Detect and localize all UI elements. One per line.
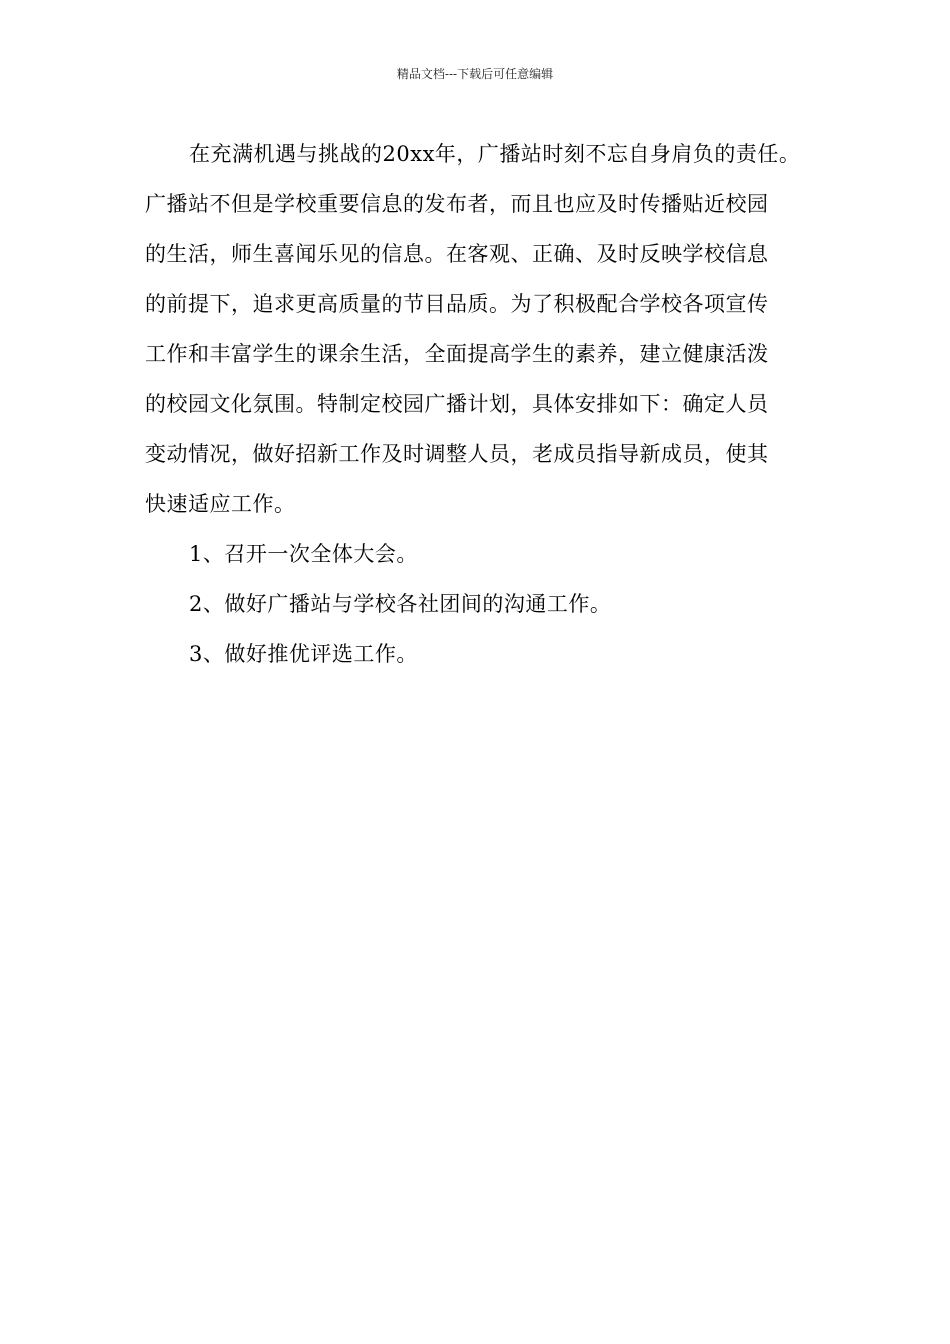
list-item: 2、做好广播站与学校各社团间的沟通工作。 xyxy=(189,592,612,616)
document-body xyxy=(145,129,825,679)
paragraph-line: 快速适应工作。 xyxy=(145,492,296,516)
paragraph-line: 在充满机遇与挑战的20xx年，广播站时刻不忘自身肩负的责任。 xyxy=(189,142,801,166)
paragraph-line: 的前提下，追求更高质量的节目品质。为了积极配合学校各项宣传 xyxy=(145,292,769,316)
page-header: 精品文档---下载后可任意编辑 xyxy=(396,67,554,81)
paragraph-line: 的校园文化氛围。特制定校园广播计划，具体安排如下：确定人员 xyxy=(145,392,769,416)
paragraph-line: 的生活，师生喜闻乐见的信息。在客观、正确、及时反映学校信息 xyxy=(145,242,769,266)
list-item: 3、做好推优评选工作。 xyxy=(189,642,418,666)
paragraph-line: 变动情况，做好招新工作及时调整人员，老成员指导新成员，使其 xyxy=(145,442,769,466)
list-item: 1、召开一次全体大会。 xyxy=(189,542,418,566)
paragraph-line: 工作和丰富学生的课余生活，全面提高学生的素养，建立健康活泼 xyxy=(145,342,769,366)
paragraph-line: 广播站不但是学校重要信息的发布者，而且也应及时传播贴近校园 xyxy=(145,192,769,216)
